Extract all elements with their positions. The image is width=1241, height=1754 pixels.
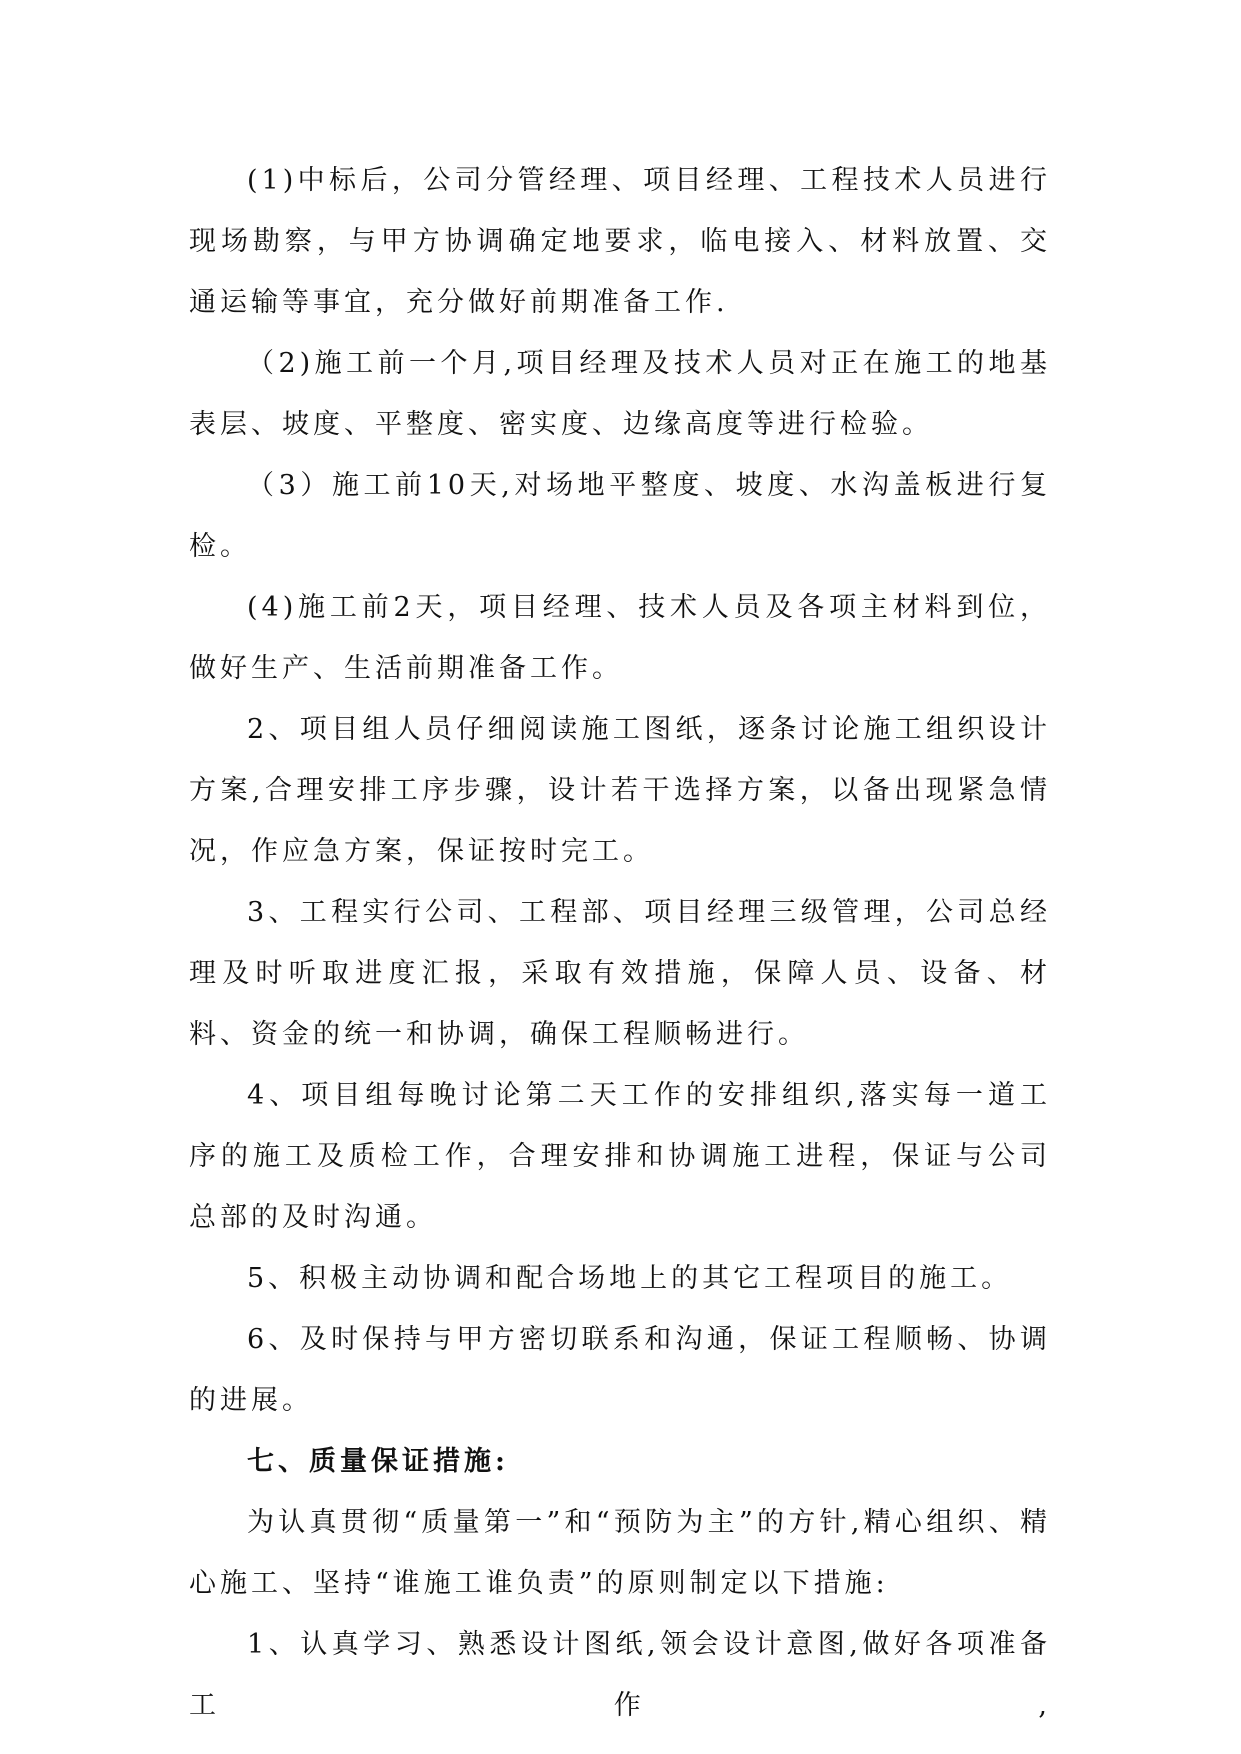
section-heading: 七、质量保证措施: (247, 1446, 509, 1477)
document-body (189, 150, 1051, 1736)
paragraph-item-5: 5、积极主动协调和配合场地上的其它工程项目的施工。 (247, 1263, 1013, 1294)
paragraph-prep-3: （3）施工前10天,对场地平整度、坡度、水沟盖板进行复检。 (189, 470, 1051, 562)
paragraph-item-3: 3、工程实行公司、工程部、项目经理三级管理，公司总经理及时听取进度汇报，采取有效措施，保障人员、设备、材料、资金的统一和协调，确保工程顺畅进行。 (189, 897, 1051, 1050)
paragraph-item-6: 6、及时保持与甲方密切联系和沟通，保证工程顺畅、协调的进展。 (189, 1324, 1051, 1416)
paragraph-quality-1: 1、认真学习、熟悉设计图纸,领会设计意图,做好各项准备工作, (189, 1629, 1051, 1721)
paragraph-quality-intro: 为认真贯彻“质量第一”和“预防为主”的方针,精心组织、精心施工、坚持“谁施工谁负责”的原则制定以下措施: (189, 1507, 1051, 1599)
paragraph-prep-4: (4)施工前2天，项目经理、技术人员及各项主材料到位，做好生产、生活前期准备工作。 (189, 592, 1051, 684)
paragraph-prep-1: (1)中标后，公司分管经理、项目经理、工程技术人员进行现场勘察，与甲方协调确定地要求，临电接入、材料放置、交通运输等事宜，充分做好前期准备工作. (189, 165, 1051, 318)
paragraph-prep-2: （2)施工前一个月,项目经理及技术人员对正在施工的地基表层、坡度、平整度、密实度、边缘高度等进行检验。 (189, 348, 1051, 440)
paragraph-item-4: 4、项目组每晚讨论第二天工作的安排组织,落实每一道工序的施工及质检工作，合理安排和协调施工进程，保证与公司总部的及时沟通。 (189, 1080, 1051, 1233)
paragraph-item-2: 2、项目组人员仔细阅读施工图纸，逐条讨论施工组织设计方案,合理安排工序步骤，设计若干选择方案，以备出现紧急情况，作应急方案，保证按时完工。 (189, 714, 1051, 867)
